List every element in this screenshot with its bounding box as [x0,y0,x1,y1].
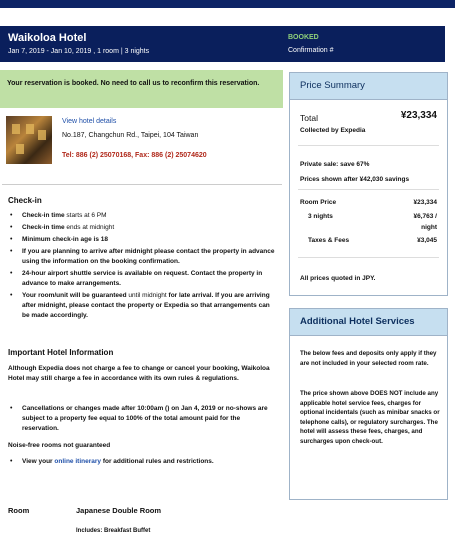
price-summary-heading: Price Summary [300,80,365,91]
photo-window [26,124,34,134]
hotel-address: No.187, Changchun Rd., Taipei, 104 Taiwan [62,132,199,139]
price-summary-header [290,73,447,100]
view-hotel-details-link[interactable]: View hotel details [62,118,117,125]
banner-message: Your reservation is booked. No need to call us to reconfirm this reservation. [7,80,260,87]
price-disclaimer: The price shown above DOES NOT include any applicable hotel service fees, charges for optional incidentals (such as minibar snacks or telephone calls), or regulatory surcharges. The hotel will assess these fees, charges, and surcharges upon check-out. [300,390,440,445]
collected-by: Collected by Expedia [300,127,366,134]
online-itinerary-link[interactable]: online itinerary [54,458,102,465]
list-item: • Minimum check-in age is 18 [10,235,278,245]
photo-window [16,144,24,154]
divider [298,189,439,190]
additional-services-header [290,309,447,336]
room-price-label: Room Price [300,199,337,206]
list-item: • Cancellations or changes made after 10:00am () on Jan 4, 2019 or no-shows are subject to a property fee equal to 100% of the total amount paid for the reservation. [10,404,278,434]
room-includes: Includes: Breakfast Buffet [76,528,151,534]
divider [298,257,439,258]
stay-summary: Jan 7, 2019 - Jan 10, 2019 , 1 room | 3 nights [8,48,150,55]
nightly-unit: night [421,224,437,231]
itinerary-list [10,457,278,469]
hotel-info [6,114,282,174]
divider [2,184,282,185]
important-info-heading: Important Hotel Information [8,348,114,357]
total-label: Total [300,113,318,123]
status-badge: BOOKED [288,34,319,41]
photo-window [12,124,20,134]
hotel-phones: Tel: 886 (2) 25070168, Fax: 886 (2) 25074620 [62,152,207,159]
fees-note: The below fees and deposits only apply if they are not included in your selected room rate. [300,350,437,367]
room-name: Japanese Double Room [76,506,162,515]
nightly-amount: ¥6,763 / [413,213,437,220]
private-sale: Private sale: save 67% [300,161,370,168]
taxes-amount: ¥3,045 [417,237,437,244]
confirmation-banner [0,70,283,108]
divider [298,145,439,146]
currency-note: All prices quoted in JPY. [300,275,376,282]
additional-services-panel [289,308,448,500]
list-item: • View your online itinerary for additional rules and restrictions. [10,457,278,467]
hotel-photo[interactable] [6,116,52,164]
price-summary-panel [289,72,448,296]
fee-notice: Although Expedia does not charge a fee to change or cancel your booking, Waikoloa Hotel may still charge a fee in accordance with its own rules & regulations. [8,365,270,382]
cancellation-list [10,404,278,436]
confirmation-label: Confirmation # [288,47,334,54]
list-item: • Your room/unit will be guaranteed until midnight for late arrival. If you are arriving after midnight, please contact the property or Expedia so that arrangements can be made accordingly. [10,291,278,321]
noise-free-note: Noise-free rooms not guaranteed [8,442,111,449]
checkin-list [10,211,278,323]
list-item: • Check-in time starts at 6 PM [10,211,278,221]
top-strip [0,0,455,8]
taxes-label: Taxes & Fees [308,237,350,244]
nights-label: 3 nights [308,213,333,220]
list-item: • 24-hour airport shuttle service is available on request. Contact the property in advance to make arrangements. [10,269,278,289]
total-amount: ¥23,334 [400,110,437,121]
hotel-name: Waikoloa Hotel [8,32,87,44]
savings-note: Prices shown after ¥42,030 savings [300,176,410,183]
additional-services-heading: Additional Hotel Services [300,316,415,327]
room-label: Room [8,506,30,515]
booking-header [0,26,445,62]
checkin-heading: Check-in [8,196,42,205]
list-item: • If you are planning to arrive after midnight please contact the property in advance using the information on the booking confirmation. [10,247,278,267]
photo-window [38,130,46,140]
list-item: • Check-in time ends at midnight [10,223,278,233]
room-price-amount: ¥23,334 [413,199,437,206]
